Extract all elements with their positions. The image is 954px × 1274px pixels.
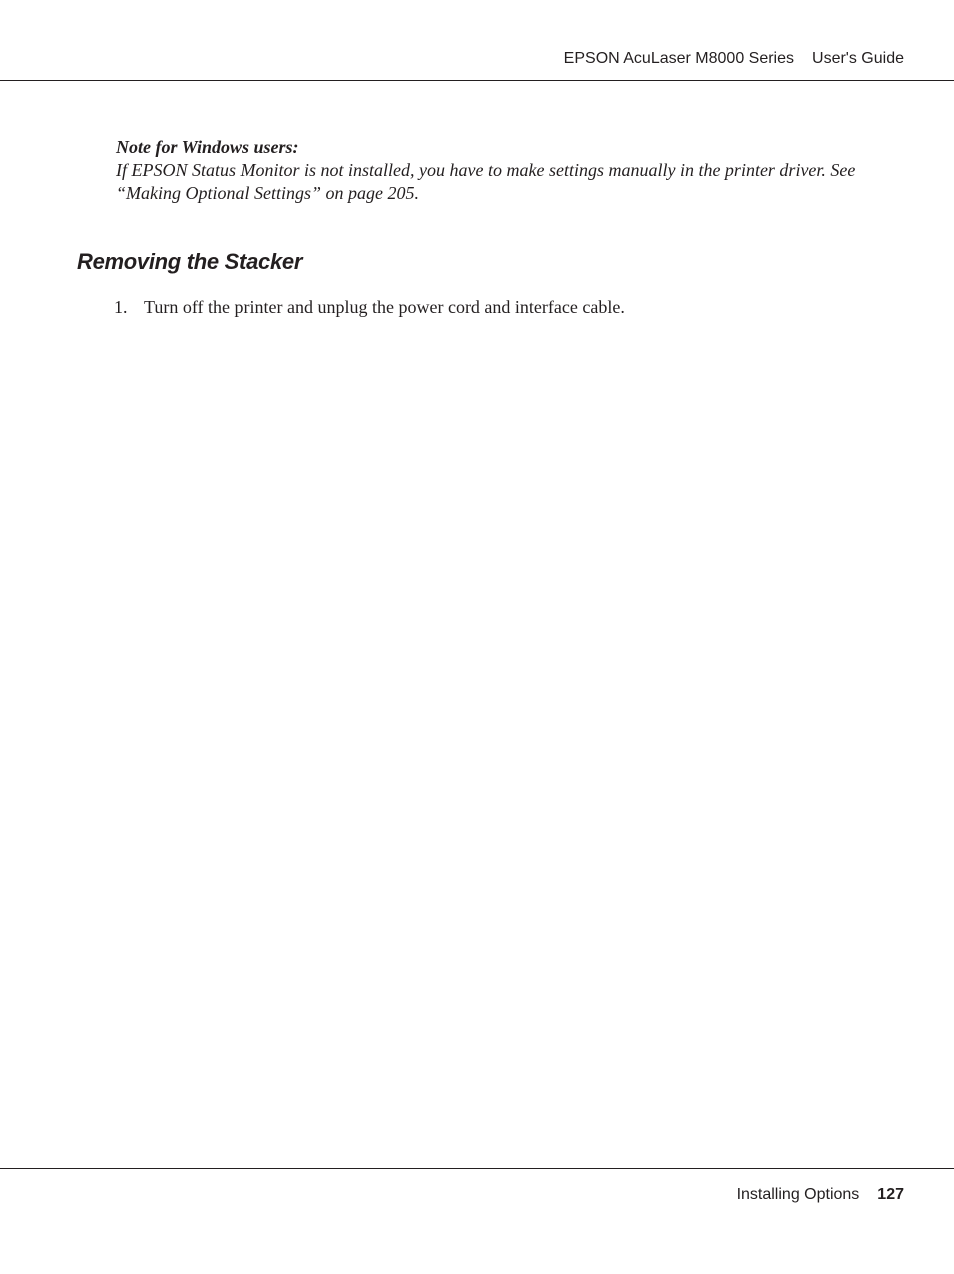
header-guide-title: User's Guide xyxy=(812,50,904,67)
footer-rule xyxy=(0,1168,954,1169)
footer-chapter: Installing Options xyxy=(736,1186,860,1203)
page-footer xyxy=(737,1186,904,1204)
note-block xyxy=(116,136,896,205)
header-rule xyxy=(0,80,954,81)
page-number: 127 xyxy=(877,1186,904,1203)
step-item xyxy=(114,296,625,319)
header-product-name: EPSON AcuLaser M8000 Series xyxy=(563,50,795,67)
step-number: 1. xyxy=(114,297,128,317)
note-text: If EPSON Status Monitor is not installed, you have to make settings manually in the printer driver. See “Making Optional Settings” on page 205. xyxy=(116,160,856,203)
note-title: Note for Windows users: xyxy=(116,137,299,157)
page-header xyxy=(564,50,904,68)
step-text: Turn off the printer and unplug the power cord and interface cable. xyxy=(144,297,625,317)
section-heading: Removing the Stacker xyxy=(77,249,303,274)
